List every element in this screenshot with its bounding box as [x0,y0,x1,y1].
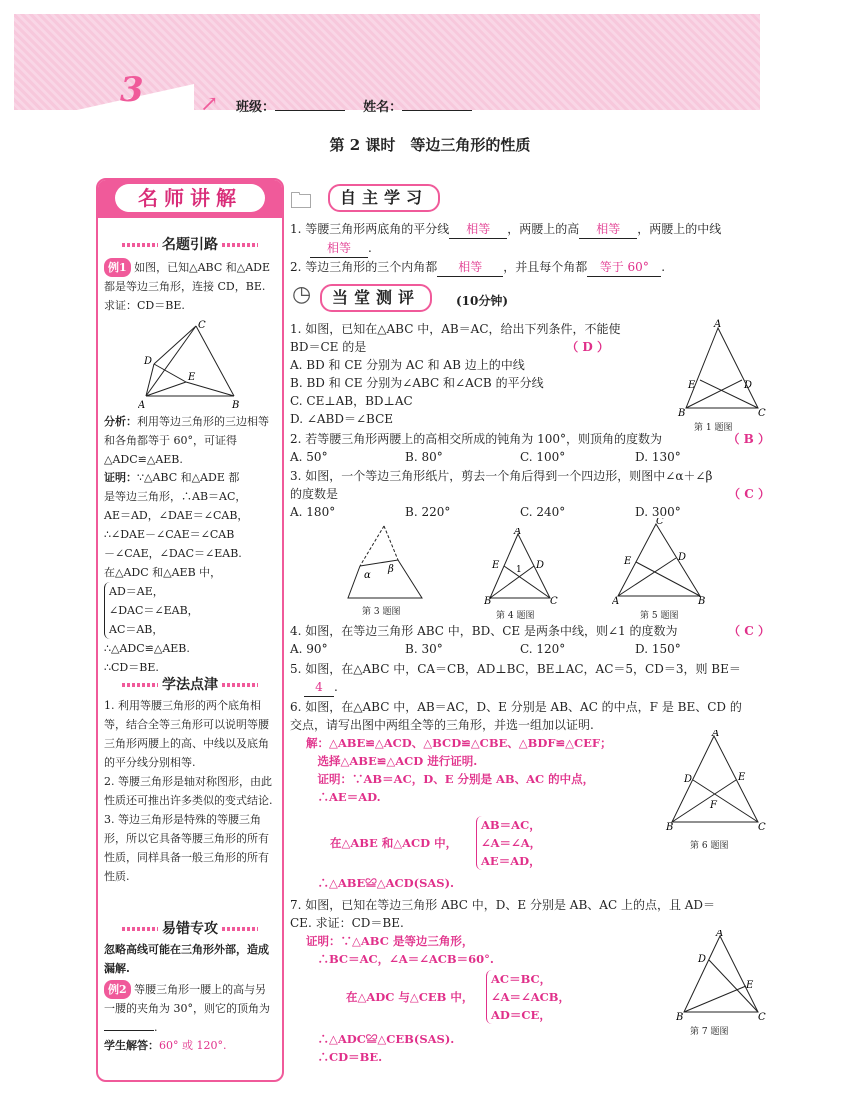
svg-text:1: 1 [516,565,522,575]
fig1-B: B [232,400,240,410]
fig1-C: C [198,320,206,331]
q3-caption: 第 3 题图 [362,607,401,617]
analysis-label: 分析： [104,415,137,428]
proof-line: ∵△ABC 和△ADE 都 [137,471,240,484]
proof-line: AD＝AE， [109,585,164,598]
svg-text:C: C [758,1012,766,1022]
q1-text: 1. 如图，已知在△ABC 中，AB＝AC，给出下列条件，不能使 [290,322,621,336]
q1-text: BD＝CE 的是 [290,340,367,354]
q6-sol-line: 在△ABE 和△ACD 中， [330,836,458,850]
question-4 [290,622,770,658]
svg-text:E: E [492,560,500,571]
q1-caption: 第 1 题图 [694,423,733,433]
q6-caption: 第 6 题图 [690,841,729,851]
example1-text: 如图，已知△ABC 和△ADE 都是等边三角形，连接 CD，BE. 求证：CD＝BE. [104,261,271,312]
example1-badge: 例1 [104,258,131,277]
q6-sol-line: AB＝AC， [481,818,541,832]
svg-text:E: E [746,980,754,991]
zz-q1-text: . [368,241,372,255]
proof-line: 是等边三角形，∴AB＝AC， [104,490,247,503]
q7-sol-line: ∠A＝∠ACB， [491,990,570,1004]
q7-sol-line: 证明：∵△ABC 是等边三角形， [306,934,474,948]
q4-option: D. 150° [635,642,681,656]
sec-yicuo: 易错专攻 [98,918,282,938]
q7-text: 7. 如图，已知在等边三角形 ABC 中，D、E 分别是 AB、AC 上的点，且 AD＝ [290,898,716,912]
q4-option: A. 90° [290,642,328,656]
zz-q2-text: . [661,260,666,274]
q5-text: 5. 如图，在△ABC 中，CA＝CB，AD⊥BC，BE⊥AC，AC＝5，CD＝3，则 BE＝ [290,662,741,676]
q3-text: 的度数是 [290,487,339,501]
svg-text:A: A [714,319,722,330]
proof-line: AC＝AB， [109,623,164,636]
tip-item: 2. 等腰三角形是轴对称图形，由此性质还可推出许多类似的变式结论. [104,775,273,807]
q6-sol-line: AE＝AD， [481,854,541,868]
svg-text:D: D [744,380,753,391]
zz-q1-text: ，两腰上的高 [507,222,580,236]
q2-text: 2. 若等腰三角形两腰上的高相交所成的钝角为 100°，则顶角的度数为 [290,432,662,446]
svg-text:E: E [688,380,696,391]
section-zizhu-title: 自主学习 [328,184,440,212]
q3-answer: （ C ） [728,487,770,501]
q5-figure [612,518,712,604]
question-2 [290,430,770,466]
proof-line: 在△ADC 和△AEB 中， [104,566,222,579]
q7-sol-line: ∴BC＝AC，∠A＝∠ACB＝60°. [306,952,494,966]
example2-badge: 例2 [104,980,131,999]
q6-solution [306,734,676,892]
q2-answer: （ B ） [727,432,770,446]
zz-q1-text: 1. 等腰三角形两底角的平分线 [290,222,450,236]
q1-option: D. ∠ABD＝∠BCE [290,412,394,426]
svg-text:α: α [364,570,371,581]
example2-text: 等腰三角形一腰上的高与另一腰的夹角为 30°，则它的顶角为 [104,983,270,1015]
svg-text:β: β [388,564,394,575]
zz-answer: 等于 60° [587,258,661,277]
q6-sol-line: ∠A＝∠A， [481,836,542,850]
q1-option: B. BD 和 CE 分别为∠ABC 和∠ACB 的平分线 [290,376,544,390]
zz-answer: 相等 [310,239,368,258]
svg-text:D: D [678,552,687,563]
q3-figure [340,522,430,602]
svg-text:A: A [716,930,724,939]
proof-label: 证明： [104,471,137,484]
q4-caption: 第 4 题图 [496,611,535,621]
svg-text:B: B [666,822,674,833]
class-name-line [236,96,472,115]
svg-text:E: E [738,772,746,783]
svg-text:D: D [684,774,693,785]
q7-caption: 第 7 题图 [690,1027,729,1037]
proof-line: ∴△ADC≌△AEB. [104,642,190,655]
q2-option: B. 80° [405,450,443,464]
q6-sol-line: 证明：∵AB＝AC，D、E 分别是 AB、AC 的中点， [306,772,595,786]
example2-end: . [154,1021,158,1034]
name-label: 姓名： [363,100,403,115]
section-dangtang [290,284,510,310]
svg-text:B: B [678,408,686,418]
q4-option: C. 120° [520,642,566,656]
q4-option: B. 30° [405,642,443,656]
q1-answer: （ D ） [566,340,609,354]
q7-sol-line: ∴△ADC≌△CEB(SAS). [306,1032,455,1046]
tip-item: 3. 等边三角形是特殊的等腰三角形，所以它具备等腰三角形的所有性质，同样具备一般三角形的所有性质. [104,813,269,883]
section-dangtang-title: 当堂测评 [320,284,432,312]
q6-figure [664,730,768,834]
student-label: 学生解答： [104,1039,159,1052]
q6-sol-line: ∴△ABE≌△ACD(SAS). [306,876,455,890]
proof [104,468,276,677]
question-1 [290,320,670,428]
q5-answer: 4 [304,678,334,697]
folder-icon: 🗀 [290,189,313,214]
example2 [104,980,276,1037]
question-6 [290,698,770,734]
svg-text:C: C [758,408,766,418]
svg-text:C: C [656,518,664,527]
q7-sol-line: AD＝CE， [491,1008,551,1022]
svg-text:A: A [612,596,620,604]
question-5 [290,660,770,697]
sec-xuefa: 学法点津 [98,674,282,694]
class-label: 班级： [236,100,276,115]
analysis [104,412,276,469]
zz-q1-text: ，两腰上的中线 [637,222,722,236]
time-limit: (10分钟) [456,294,509,308]
name-blank[interactable] [402,98,472,111]
arrow-icon: ↗ [200,92,219,117]
q3-option: D. 300° [635,505,681,519]
svg-text:A: A [712,730,720,739]
q3-option: C. 240° [520,505,566,519]
class-blank[interactable] [275,98,345,111]
zizhu-q1 [290,220,770,258]
q3-option: A. 180° [290,505,336,519]
q7-solution [306,932,676,1066]
svg-text:C: C [758,822,766,833]
zz-q2-text: 2. 等边三角形的三个内角都 [290,260,438,274]
proof-line: ∴CD＝BE. [104,661,159,674]
student-answer [104,1036,276,1055]
example1-figure [138,320,258,410]
question-7 [290,896,770,932]
q2-option: C. 100° [520,450,566,464]
fig1-E: E [188,372,196,383]
error-title: 忽略高线可能在三角形外部，造成漏解. [104,943,269,975]
q2-option: A. 50° [290,450,328,464]
unit-number: 3 [120,70,144,110]
sidebar-header [98,180,282,218]
example2-blank[interactable] [104,1018,154,1031]
zz-answer: 相等 [449,220,507,239]
student-answer-text: 60° 或 120°. [159,1039,227,1052]
q3-text: 3. 如图，一个等边三角形纸片，剪去一个角后得到一个四边形，则图中∠α＋∠β [290,469,713,483]
q6-text: 6. 如图，在△ABC 中，AB＝AC，D、E 分别是 AB、AC 的中点，F 是 BE、CD 的 [290,700,742,714]
q7-text: CE. 求证：CD＝BE. [290,916,404,930]
zz-answer: 相等 [579,220,637,239]
fig1-A: A [138,400,146,410]
q1-option: C. CE⊥AB，BD⊥AC [290,394,413,408]
svg-text:B: B [484,596,492,604]
analysis-text: 利用等边三角形的三边相等和各角都等于 60°，可证得△ADC≌△AEB. [104,415,269,466]
q3-option: B. 220° [405,505,451,519]
proof-line: ∴∠DAE－∠CAE＝∠CAB [104,528,235,541]
q7-sol-line: 在△ADC 与△CEB 中， [346,990,474,1004]
svg-text:D: D [536,560,545,571]
q4-answer: （ C ） [728,624,770,638]
section-zizhu [290,184,450,214]
zizhu-q2 [290,258,770,277]
clock-icon: ◷ [292,282,312,307]
q7-figure [676,930,766,1022]
q5-caption: 第 5 题图 [640,611,679,621]
sidebar-title: 名师讲解 [115,184,265,212]
q7-sol-line: AC＝BC， [491,972,552,986]
q6-sol-line: 选择△ABE≌△ACD 进行证明. [306,754,478,768]
q6-sol-line: ∴AE＝AD. [306,790,381,804]
sidebar-panel [96,178,284,1082]
q6-sol-line: 解：△ABE≌△ACD、△BCD≌△CBE、△BDF≌△CEF； [306,736,612,750]
q4-text: 4. 如图，在等边三角形 ABC 中，BD、CE 是两条中线，则∠1 的度数为 [290,624,678,638]
example1 [104,258,276,315]
proof-line: －∠CAE，∠DAC＝∠EAB. [104,547,242,560]
svg-text:E: E [624,556,632,567]
q4-figure [484,528,564,604]
q1-figure [676,318,772,418]
question-3 [290,467,770,521]
svg-text:C: C [550,596,558,604]
svg-text:B: B [698,596,706,604]
zz-q2-text: ，并且每个角都 [503,260,588,274]
svg-text:A: A [514,528,522,537]
svg-text:F: F [710,800,717,811]
tips-list [104,696,276,886]
q1-option: A. BD 和 CE 分别为 AC 和 AB 边上的中线 [290,358,525,372]
proof-line: ∠DAC＝∠EAB， [109,604,199,617]
sec-mingti: 名题引路 [98,234,282,254]
proof-line: AE＝AD，∠DAE＝∠CAB， [104,509,249,522]
q6-text: 交点，请写出图中两组全等的三角形，并选一组加以证明. [290,718,594,732]
lesson-title: 第 2 课时 等边三角形的性质 [329,136,531,154]
svg-text:B: B [676,1012,684,1022]
q7-sol-line: ∴CD＝BE. [306,1050,383,1064]
tip-item: 1. 利用等腰三角形的两个底角相等，结合全等三角形可以说明等腰三角形两腰上的高、中线以及底角的平分线分别相等. [104,699,269,769]
q5-end: . [334,680,338,694]
zz-answer: 相等 [437,258,503,277]
q2-option: D. 130° [635,450,681,464]
fig1-D: D [144,356,153,367]
svg-text:D: D [698,954,707,965]
